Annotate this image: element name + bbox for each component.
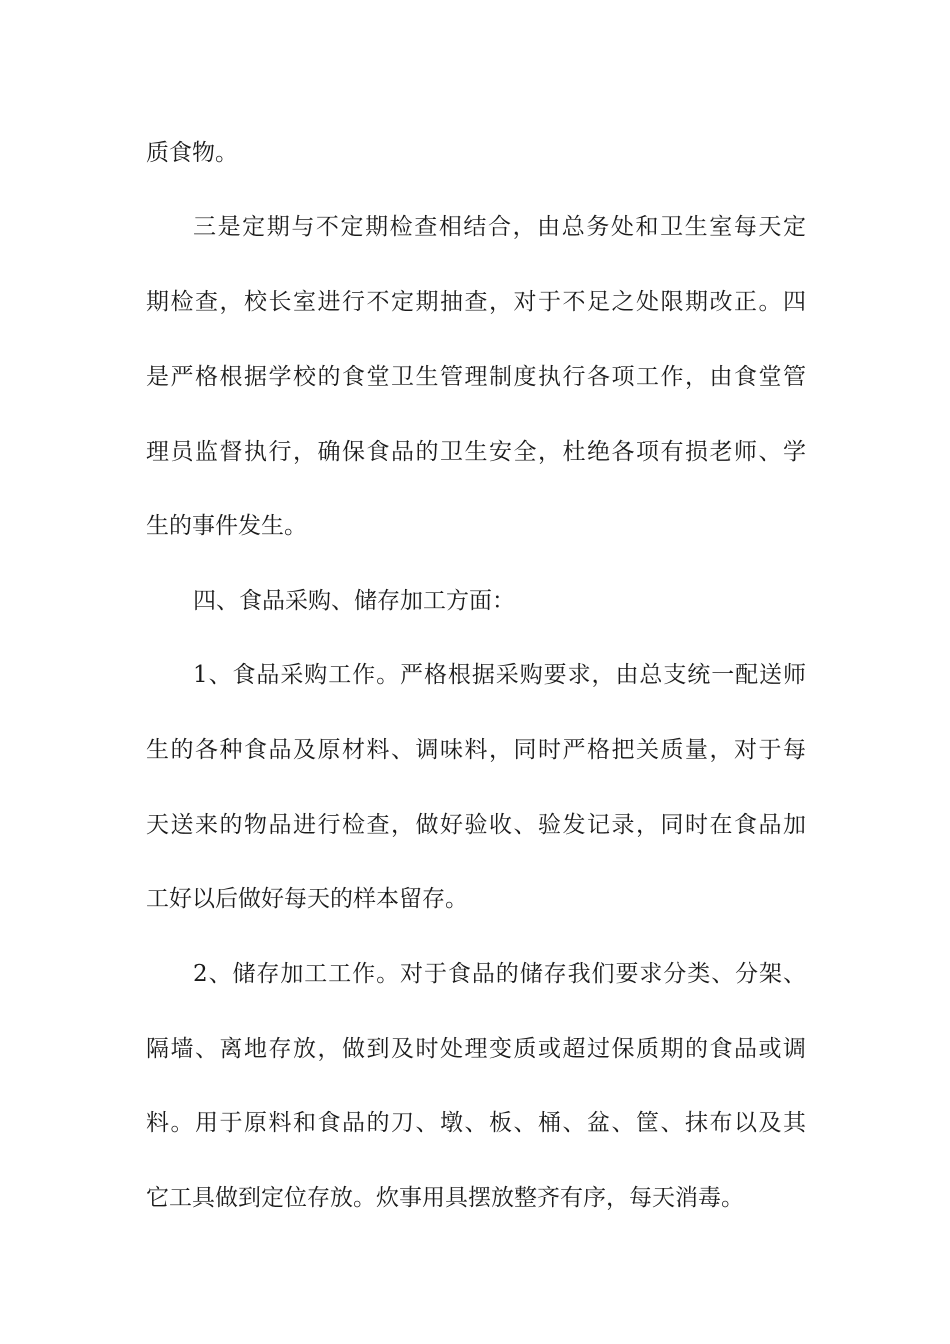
- paragraph-line: 理员监督执行，确保食品的卫生安全，杜绝各项有损老师、学: [146, 439, 806, 465]
- paragraph-line: 料。用于原料和食品的刀、墩、板、桶、盆、筐、抹布以及其: [146, 1110, 806, 1136]
- text-line: 质食物。: [146, 140, 238, 166]
- paragraph-line: 工好以后做好每天的样本留存。: [146, 886, 468, 912]
- paragraph-line: 三是定期与不定期检查相结合，由总务处和卫生室每天定: [193, 214, 806, 240]
- section-heading: 四、食品采购、储存加工方面：: [193, 588, 515, 614]
- paragraph-line: 生的各种食品及原材料、调味料，同时严格把关质量，对于每: [146, 737, 806, 763]
- paragraph-line: 2、储存加工工作。对于食品的储存我们要求分类、分架、: [193, 961, 806, 987]
- paragraph-line: 它工具做到定位存放。炊事用具摆放整齐有序，每天消毒。: [146, 1185, 744, 1211]
- paragraph-line: 天送来的物品进行检查，做好验收、验发记录，同时在食品加: [146, 812, 806, 838]
- paragraph-line: 生的事件发生。: [146, 513, 307, 539]
- paragraph-line: 期检查，校长室进行不定期抽查，对于不足之处限期改正。四: [146, 289, 806, 315]
- paragraph-line: 1、食品采购工作。严格根据采购要求，由总支统一配送师: [193, 662, 806, 688]
- paragraph-line: 是严格根据学校的食堂卫生管理制度执行各项工作，由食堂管: [146, 364, 806, 390]
- paragraph-line: 隔墙、离地存放，做到及时处理变质或超过保质期的食品或调: [146, 1036, 806, 1062]
